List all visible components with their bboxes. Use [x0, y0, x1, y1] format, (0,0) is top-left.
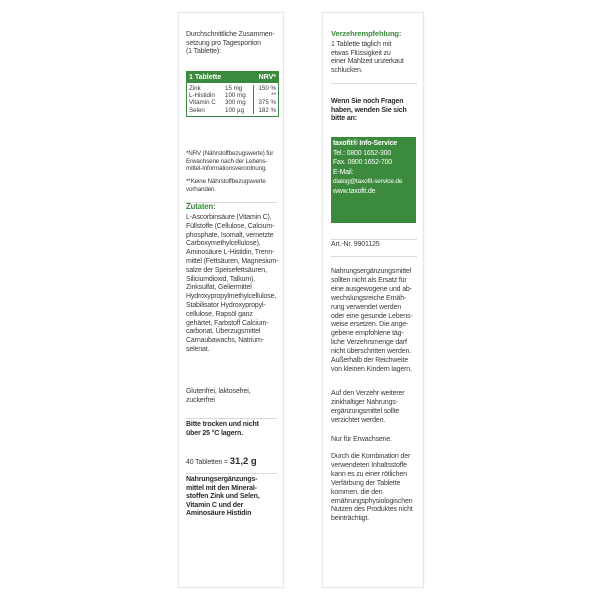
dosage-title: Verzehrempfehlung:: [331, 29, 402, 38]
contact-prompt: Wenn Sie noch Fragen haben, wenden Sie sich bitte an:: [331, 98, 407, 123]
info-website: www.taxofit.de: [333, 187, 376, 195]
product-description: Nahrungsergänzungs- mittel mit den Mineral- stoffen Zink und Selen, Vitamin C und der Aminosäure Histidin: [186, 476, 260, 518]
zinc-note: Auf den Verzehr weiterer zinkhaltiger Nahrungs- ergänzungsmittel sollte verzichtet werden.: [331, 390, 405, 424]
color-change-note: Durch die Kombination der verwendeten Inhaltsstoffe kann es zu einer rötlichen Verfärbung der Tablette kommen, die den ernährungsphysiologischen Nutzen des Produktes nicht beinträchtigt.: [331, 453, 413, 523]
table-row: [187, 92, 278, 99]
footnote-nrv: *NRV (Nährstoffbezugswerte) für Erwachsene nach der Lebens- mittel-Informationsverordnung.: [186, 150, 274, 173]
dosage-text: 1 Tablette täglich mit etwas Flüssigkeit zu einer Mahlzeit unzerkaut schlucken.: [331, 41, 404, 74]
footnote-no-nrv: **Keine Nährstoffbezugswerte vorhanden.: [186, 178, 266, 193]
ingredients-text: L-Ascorbinsäure (Vitamin C), Füllstoffe (Cellulose, Calcium- phosphate, Isomalt, vernetzte Carboxymethylcellulose), Aminosäure L-Histidin, Trenn- mittel (Fettsäuren, Magnesium- salze der Speisefettsäuren, Siliciumdioxid, Talkum), Zinksulfat, Geliermittel Hydroxypropylmethylcellulose, Stabilisator Hydroxypropyl- cellulose, Rapsöl ganz gehärtet, Farbstoff Calcium- carbonat, Überzugsmittel Carnaubawachs, Natrium- selenat.: [186, 214, 279, 353]
info-email-label: E-Mail:: [333, 168, 354, 176]
table-row: [187, 85, 278, 92]
nutrient-nrv: 150 %: [253, 85, 276, 92]
nutrient-amount: 100 µg: [225, 106, 245, 114]
nutrient-name: Vitamin C: [189, 99, 216, 107]
article-number: Art.-Nr. 9901125: [331, 241, 380, 248]
storage-note: Bitte trocken und nicht über 25 °C lagern.: [186, 421, 259, 437]
tablet-count: 40 Tabletten =: [186, 459, 230, 466]
section-divider: [186, 418, 277, 419]
nutrient-nrv: 375 %: [253, 99, 276, 106]
info-service-title: taxofit® Info-Service: [333, 140, 397, 147]
header-nrv: NRV*: [258, 74, 276, 81]
nutrient-name: Zink: [189, 85, 201, 92]
adults-only-note: Nur für Erwachsene.: [331, 436, 392, 443]
info-fax: Fax. 0800 1652-700: [333, 159, 392, 167]
info-service-box: [331, 137, 416, 223]
table-row: [187, 99, 278, 106]
supplement-warning: Nahrungsergänzungsmittel sollten nicht als Ersatz für eine ausgewogene und ab- wechslungsreiche Ernäh- rung verwendet werden oder eine gesunde Lebens- weise ersetzen. Die ange- gebene empfohlene täg- liche Verzehrsmenge darf nicht überschritten werden. Außerhalb der Reichweite von kleinen Kindern lagern.: [331, 268, 413, 373]
nutrient-amount: 100 mg: [225, 92, 246, 100]
net-quantity: [186, 451, 257, 469]
left-label-panel: [178, 12, 284, 588]
nutrient-name: Selen: [189, 106, 205, 114]
info-email: dialog@taxofit-service.de: [333, 178, 403, 186]
right-label-panel: [322, 12, 424, 588]
nutrient-name: L-Histidin: [189, 92, 215, 100]
nutrient-nrv: 182 %: [253, 107, 276, 114]
info-phone: Tel.: 0800 1652-300: [333, 149, 392, 157]
nutrient-amount: 300 mg: [225, 99, 246, 107]
nutrient-nrv: **: [253, 92, 276, 99]
section-divider: [331, 83, 417, 84]
nutrient-amount: 15 mg: [225, 85, 243, 92]
section-divider: [331, 239, 417, 240]
composition-intro: Durchschnittliche Zusammen- setzung pro Tagesportion (1 Tablette):: [186, 31, 275, 56]
ingredients-title: Zutaten:: [186, 202, 216, 211]
section-divider: [186, 473, 277, 474]
net-weight: 31,2 g: [229, 456, 257, 467]
section-divider: [331, 256, 417, 257]
table-row: [187, 107, 278, 114]
nutrition-table-header: [187, 72, 278, 83]
allergen-note: Glutenfrei, laktosefrei, zuckerfrei: [186, 388, 251, 404]
nutrition-table: [186, 71, 279, 117]
header-portion: 1 Tablette: [189, 74, 222, 81]
